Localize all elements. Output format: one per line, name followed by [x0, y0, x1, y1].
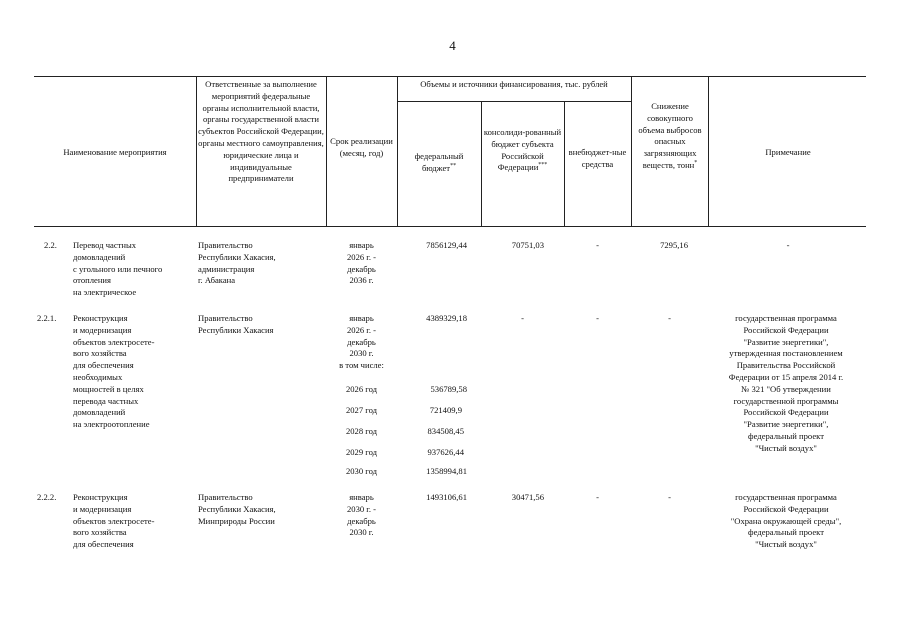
- row-term-line: декабрь: [347, 515, 376, 526]
- row-responsible-line: Правительство: [198, 313, 253, 323]
- row-note-line: № 321 "Об утверждении: [741, 383, 831, 394]
- row-responsible: [198, 313, 324, 337]
- row-note-line: утвержденная постановлением: [729, 348, 843, 359]
- row-federal: 1493106,61: [426, 492, 467, 502]
- row-responsible: [198, 240, 324, 287]
- row-name-line: перевода частных: [73, 395, 139, 406]
- row-term-line: 2030 г.: [349, 527, 374, 538]
- row-name-line: Реконструкция: [73, 313, 128, 323]
- header-extrabudget: внебюджет-ные средства: [568, 147, 627, 169]
- row-name-line: необходимых: [73, 371, 123, 382]
- year-label: 2028 год: [345, 426, 378, 436]
- row-note-line: федеральный проект: [748, 430, 824, 441]
- row-name-line: объектов электросете-: [73, 515, 155, 526]
- row-consolidated: 30471,56: [511, 492, 544, 502]
- row-responsible-line: г. Абакана: [198, 275, 236, 286]
- header-responsible: Ответственные за выполнение мероприятий федеральные органы исполнительной власти, органы государственной власти субъектов Российской Федерации, органы местного самоуправления, юридические лица и индивидуальные предприниматели: [198, 79, 324, 184]
- row-note: [706, 492, 866, 551]
- year-value: 721409,9: [429, 405, 462, 415]
- header-reduction-label: Снижение совокупного объема выбросов опасных загрязняющих веществ, тонн: [638, 101, 702, 170]
- row-term-line: декабрь: [347, 263, 376, 274]
- row-name: [73, 313, 195, 431]
- year-label: 2026 год: [345, 384, 378, 394]
- row-name-line: и модернизация: [73, 324, 132, 335]
- row-federal: 4389329,18: [426, 313, 467, 323]
- row-note-line: государственной программы: [733, 395, 839, 406]
- row-term-line: январь: [349, 492, 374, 502]
- row-note-line: федеральный проект: [748, 527, 824, 538]
- row-note-line: Российской Федерации: [743, 503, 829, 514]
- row-note-line: Правительства Российской: [736, 360, 836, 371]
- row-name-line: вого хозяйства: [73, 348, 127, 359]
- row-name-line: и модернизация: [73, 503, 132, 514]
- row-note-line: "Развитие энергетики",: [743, 336, 829, 347]
- row-responsible-line: Республики Хакасия,: [198, 251, 276, 262]
- header-federal: [399, 151, 479, 175]
- row-number: 2.2.2.: [37, 492, 57, 502]
- row-responsible-line: Минприроды России: [198, 515, 275, 526]
- row-consolidated: -: [521, 313, 524, 323]
- row-consolidated: 70751,03: [511, 240, 544, 250]
- row-note-line: государственная программа: [735, 313, 837, 323]
- row-name-line: Реконструкция: [73, 492, 128, 502]
- row-number: 2.2.: [44, 240, 57, 250]
- row-note-line: Федерации от 15 апреля 2014 г.: [728, 371, 844, 382]
- row-name-line: для обеспечения: [73, 539, 134, 550]
- row-name-line: на электрическое: [73, 287, 137, 298]
- page-number: 4: [449, 38, 456, 53]
- row-extrabudget: -: [596, 492, 599, 502]
- year-label: 2030 год: [345, 466, 378, 476]
- row-note-line: "Чистый воздух": [755, 539, 817, 550]
- row-responsible-line: администрация: [198, 263, 255, 274]
- year-value: 536789,58: [430, 384, 467, 394]
- row-note-line: "Развитие энергетики",: [743, 419, 829, 430]
- row-term-line: декабрь: [347, 336, 376, 347]
- row-note-line: "Чистый воздух": [755, 442, 817, 453]
- row-responsible: [198, 492, 324, 527]
- row-term: [328, 492, 395, 539]
- header-reduction: [636, 101, 704, 172]
- year-value: 834508,45: [427, 426, 464, 436]
- row-extrabudget: -: [596, 240, 599, 250]
- row-name-line: домовладений: [73, 251, 126, 262]
- row-term-line: январь: [349, 240, 374, 250]
- header-term: Срок реализации (месяц, год): [330, 136, 393, 158]
- row-term: [328, 313, 395, 372]
- header-federal-footnote: **: [450, 162, 457, 169]
- row-name: [73, 492, 195, 551]
- header-consolidated-footnote: ***: [538, 162, 548, 169]
- row-note-line: Российской Федерации: [743, 407, 829, 418]
- year-label: 2027 год: [345, 405, 378, 415]
- row-term-sub: в том числе:: [339, 360, 384, 371]
- row-name: [73, 240, 195, 299]
- year-label: 2029 год: [345, 447, 378, 457]
- header-note: Примечание: [765, 147, 811, 157]
- header-federal-label: федеральный бюджет: [414, 151, 464, 173]
- year-value: 1358994,81: [426, 466, 467, 476]
- row-note-line: Российской Федерации: [743, 324, 829, 335]
- row-term-line: январь: [349, 313, 374, 323]
- row-term: [328, 240, 395, 287]
- row-name-line: вого хозяйства: [73, 527, 127, 538]
- row-extrabudget: -: [596, 313, 599, 323]
- row-note: [710, 240, 866, 252]
- row-name-line: домовладений: [73, 407, 126, 418]
- row-note: [706, 313, 866, 455]
- row-reduction: 7295,16: [660, 240, 688, 250]
- row-name-line: объектов электросете-: [73, 336, 155, 347]
- header-consolidated-label: консолиди-рованный бюджет субъекта Российской Федерации: [483, 127, 562, 173]
- row-term-line: 2030 г. -: [346, 503, 377, 514]
- year-value: 937626,44: [427, 447, 464, 457]
- header-consolidated: [483, 127, 562, 174]
- row-federal: 7856129,44: [426, 240, 467, 250]
- row-name-line: для обеспечения: [73, 360, 134, 371]
- header-name: Наименование мероприятия: [63, 147, 167, 157]
- row-note-line: государственная программа: [735, 492, 837, 502]
- row-responsible-line: Республики Хакасия,: [198, 503, 276, 514]
- row-responsible-line: Республики Хакасия: [198, 324, 274, 335]
- row-name-line: с угольного или печного: [73, 263, 163, 274]
- row-responsible-line: Правительство: [198, 240, 253, 250]
- row-term-line: 2036 г.: [349, 275, 374, 286]
- row-term-line: 2030 г.: [349, 348, 374, 359]
- row-name-line: на электроотопление: [73, 419, 150, 430]
- row-reduction: -: [668, 313, 671, 323]
- header-funding-group: Объемы и источники финансирования, тыс. рублей: [420, 79, 608, 89]
- row-name-line: мощностей в целях: [73, 383, 144, 394]
- row-reduction: -: [668, 492, 671, 502]
- row-responsible-line: Правительство: [198, 492, 253, 502]
- row-term-line: 2026 г. -: [346, 324, 377, 335]
- row-term-line: 2026 г. -: [346, 251, 377, 262]
- row-note-line: -: [786, 240, 790, 250]
- row-note-line: "Охрана окружающей среды",: [730, 515, 842, 526]
- row-name-line: отопления: [73, 275, 111, 286]
- header-reduction-footnote: *: [694, 160, 698, 167]
- row-number: 2.2.1.: [37, 313, 57, 323]
- row-name-line: Перевод частных: [73, 240, 137, 250]
